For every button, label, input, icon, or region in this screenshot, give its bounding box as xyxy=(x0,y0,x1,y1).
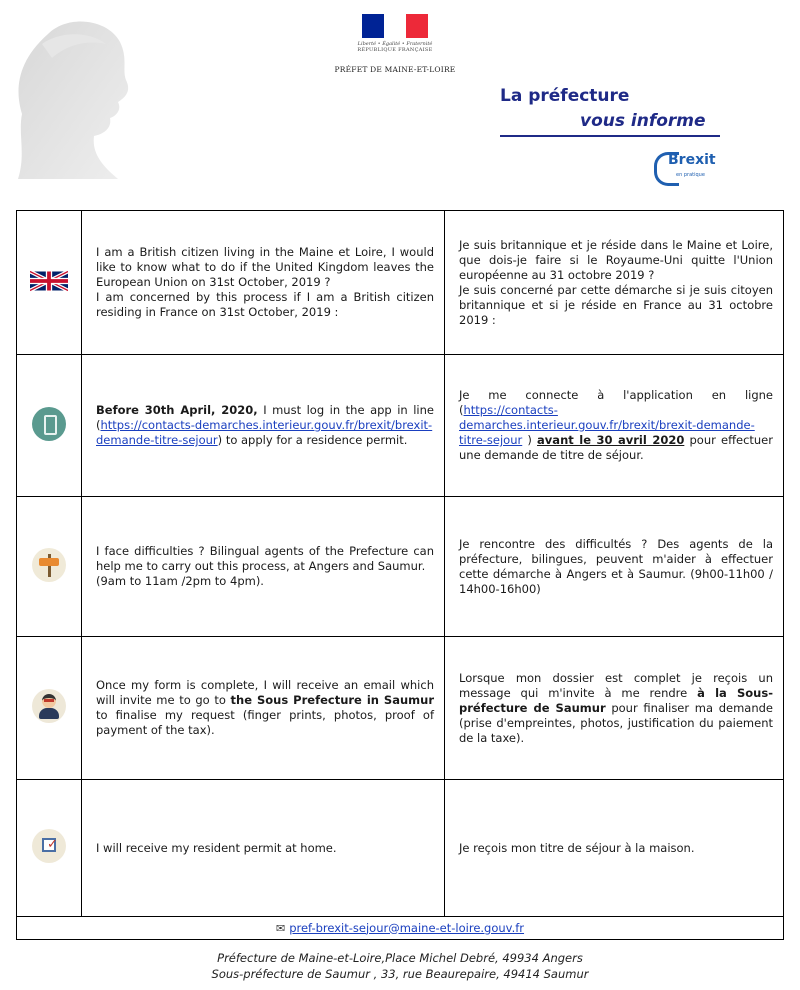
email-cell xyxy=(17,917,784,940)
text-part: Once my form is complete, I will receive an email which will invite me to go to xyxy=(96,678,434,707)
icon-cell xyxy=(17,211,82,355)
english-paragraph: I am a British citizen living in the Maine et Loire, I would like to know what to do if the United Kingdom leaves the European Union on 31st October, 2019 ? I am concerned by this process if I am a British citizen residing in France on 31st October, 2019 : xyxy=(96,245,434,319)
text-part: I must log in the app in line ( xyxy=(96,403,434,432)
footer-line-angers: Préfecture de Maine-et-Loire,Place Michel Debré, 49934 Angers xyxy=(217,951,583,965)
title-underline xyxy=(500,135,720,137)
application-link[interactable]: https://contacts-demarches.interieur.gouv.fr/brexit/brexit-demande-titre-sejour xyxy=(96,418,433,447)
republic-motto: Liberté • Égalité • Fraternité xyxy=(357,41,433,47)
application-link[interactable]: https://contacts-demarches.interieur.gouv.fr/brexit/brexit-demande-titre-sejour xyxy=(459,403,755,447)
french-paragraph: Je suis britannique et je réside dans le Maine et Loire, que dois-je faire si le Royaume-Uni quitte l'Union européenne au 31 octobre 2019 ? Je suis concerné par cette démarche si je suis citoyen britannique et si je réside en France au 31 octobre 2019 : xyxy=(459,237,773,327)
text-part: ) to apply for a residence permit. xyxy=(217,433,408,447)
english-paragraph: I will receive my resident permit at home. xyxy=(96,840,337,855)
english-text xyxy=(82,355,445,497)
deadline-bold: Before 30th April, 2020, xyxy=(96,403,258,417)
english-text xyxy=(82,497,445,637)
title-line-2: vous informe xyxy=(580,111,706,131)
uk-flag-icon xyxy=(30,270,68,292)
checkbox-icon: ✓ xyxy=(32,829,66,863)
icon-cell xyxy=(17,780,82,917)
marianne-profile-logo xyxy=(8,14,138,184)
badge-word: Brexit xyxy=(668,152,716,168)
icon-cell xyxy=(17,355,82,497)
signpost-icon xyxy=(32,548,66,582)
text-part: Lorsque mon dossier est complet je reçois un message qui m'invite à me rendre xyxy=(459,670,773,700)
email-row xyxy=(17,917,784,940)
french-text xyxy=(445,355,784,497)
text-part: to finalise my request (finger prints, photos, proof of payment of the tax). xyxy=(96,708,434,737)
republic-name: RÉPUBLIQUE FRANÇAISE xyxy=(357,47,433,53)
french-text xyxy=(445,497,784,637)
english-text xyxy=(82,211,445,355)
english-text xyxy=(82,637,445,780)
table-row xyxy=(17,637,784,780)
english-text xyxy=(82,780,445,917)
email-link[interactable]: pref-brexit-sejour@maine-et-loire.gouv.fr xyxy=(289,920,525,935)
agent-icon xyxy=(32,689,66,723)
french-text xyxy=(445,780,784,917)
table-row xyxy=(17,780,784,917)
republic-logo-block xyxy=(330,14,460,74)
mobile-app-icon xyxy=(32,407,66,441)
badge-subtitle: en pratique xyxy=(676,172,705,178)
info-table xyxy=(16,210,784,940)
prefet-label: PRÉFET DE MAINE-ET-LOIRE xyxy=(334,65,456,74)
brexit-badge-logo xyxy=(654,148,718,186)
text-part: pour finaliser ma demande (prise d'empreintes, photos, justification du paiement de la taxe). xyxy=(459,700,774,745)
table-row xyxy=(17,497,784,637)
french-paragraph: Je rencontre des difficultés ? Des agents de la préfecture, bilingues, peuvent m'aider à effectuer cette démarche à Angers et à Saumur. (9h00-11h00 / 14h00-16h00) xyxy=(459,536,773,596)
text-part: Je me connecte à l'application en ligne ( xyxy=(459,388,773,417)
title-line-1: La préfecture xyxy=(500,86,630,106)
french-paragraph: Je reçois mon titre de séjour à la maison. xyxy=(459,840,695,855)
table-row xyxy=(17,355,784,497)
envelope-icon: ✉ xyxy=(275,921,286,935)
icon-cell xyxy=(17,497,82,637)
text-part: ) xyxy=(522,433,538,447)
french-text xyxy=(445,211,784,355)
footer-address xyxy=(0,950,800,982)
english-paragraph: I face difficulties ? Bilingual agents of the Prefecture can help me to carry out this process, at Angers and Saumur. (9am to 11am /2pm to 4pm). xyxy=(96,544,434,588)
location-bold: à la Sous-préfecture de Saumur xyxy=(459,685,773,715)
deadline-bold: avant le 30 avril 2020 xyxy=(537,433,685,447)
icon-cell xyxy=(17,637,82,780)
table-row xyxy=(17,211,784,355)
text-part: pour effectuer une demande de titre de séjour. xyxy=(459,433,773,462)
french-text xyxy=(445,637,784,780)
location-bold: the Sous Prefecture in Saumur xyxy=(230,693,435,707)
footer-line-saumur: Sous-préfecture de Saumur , 33, rue Beaurepaire, 49414 Saumur xyxy=(211,967,589,981)
french-flag-icon xyxy=(362,14,428,38)
